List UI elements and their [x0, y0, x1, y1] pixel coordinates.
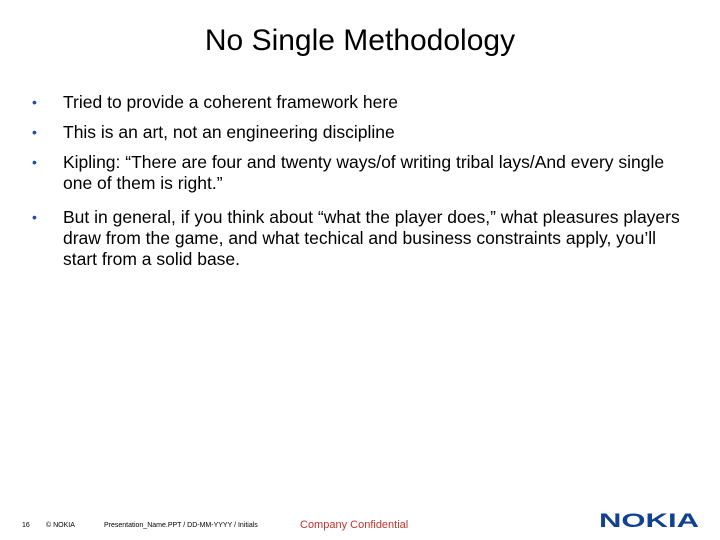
- bullet-text: Kipling: “There are four and twenty ways/of writing tribal lays/And every single one of them is right.”: [63, 152, 665, 193]
- bullet-marker: •: [32, 124, 37, 140]
- bullet-marker: •: [32, 209, 37, 225]
- bullet-text: But in general, if you think about “what the player does,” what pleasures players draw from the game, and what techical and business constraints apply, you’ll start from a solid base.: [63, 207, 680, 269]
- slide-footer: [0, 510, 720, 540]
- bullet-text: Tried to provide a coherent framework here: [63, 92, 398, 112]
- nokia-logo: [598, 512, 700, 528]
- slide-title: No Single Methodology: [204, 24, 516, 57]
- bullet-item: [30, 207, 690, 270]
- bullet-item: [30, 152, 690, 194]
- bullet-list: [30, 92, 690, 279]
- presentation-name: Presentation_Name.PPT / DD-MM-YYYY / Initials: [104, 522, 258, 529]
- bullet-item: [30, 92, 690, 113]
- bullet-text: This is an art, not an engineering discipline: [63, 122, 395, 142]
- nokia-logo-text: NOKIA: [599, 512, 700, 528]
- bullet-marker: •: [32, 94, 37, 110]
- confidentiality-label: Company Confidential: [300, 519, 409, 531]
- page-number: 16: [22, 522, 30, 529]
- copyright-notice: © NOKIA: [46, 522, 75, 529]
- bullet-item: [30, 122, 690, 143]
- bullet-marker: •: [32, 154, 37, 170]
